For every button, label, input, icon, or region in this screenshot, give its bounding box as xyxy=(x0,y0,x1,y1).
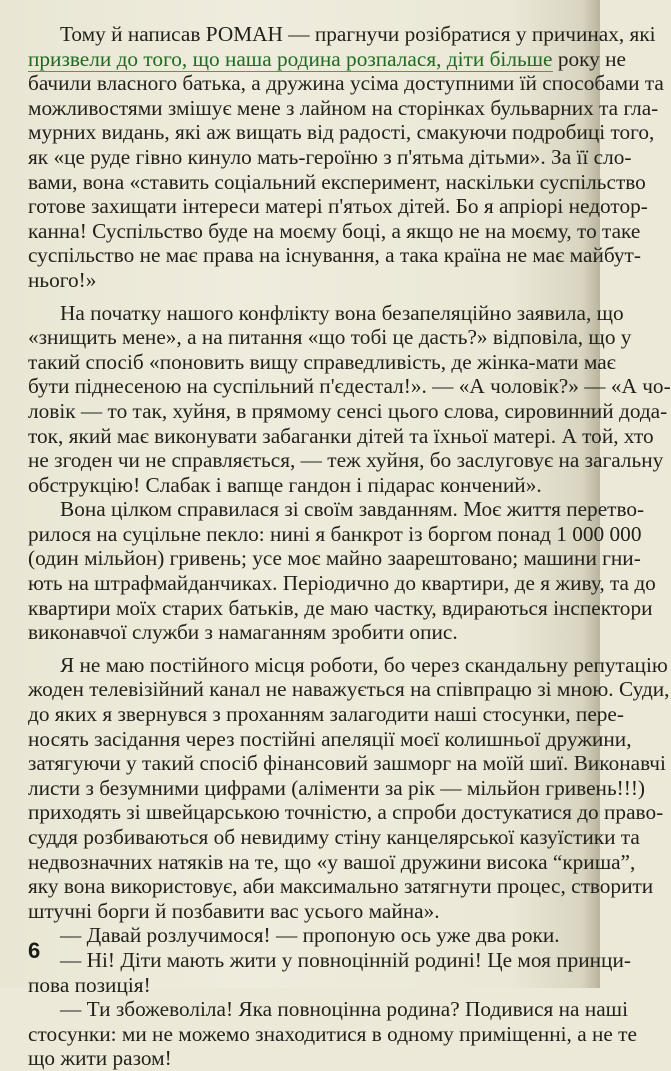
text-line: можливостями змішує мене з лайном на сторінках бульварних та гла- xyxy=(28,95,659,120)
text-line: Тому й написав РОМАН — прагнучи розібратися у причинах, які xyxy=(60,22,656,46)
text-line: затягуючи у такий спосіб фінансовий зашморг на моїй шиї. Виконавчі xyxy=(28,751,666,776)
text-line: ток, який має виконувати забаганки дітей та їхньої матері. А той, хто xyxy=(28,423,654,448)
highlighted-text: призвели до того, що наша родина розпалася, діти більше xyxy=(28,46,553,71)
text-line: готове захищати інтереси матері п'ятьох дітей. Бо я апріорі недотор- xyxy=(28,194,648,219)
text-line: «знищить мене», а на питання «що тобі це дасть?» відповіла, що у xyxy=(28,325,632,350)
text-line: листи з безумними цифрами (аліменти за рік — мільйон гривень!!!) xyxy=(28,775,646,800)
text-line: обструкцію! Слабак і вапще гандон і підарас кончений». xyxy=(28,472,542,497)
text-line: суспільство не має права на існування, а така країна не має майбут- xyxy=(28,243,641,268)
text-line: бути піднесеною на суспільний п'єдестал!». — «А чоловік?» — «А чо- xyxy=(28,374,671,399)
text-line: носять засідання через постійні апеляції моєї колишньої дружини, xyxy=(28,726,632,751)
text-line: — Давай розлучимося! — пропоную ось уже два роки. xyxy=(60,923,560,948)
text-line: Вона цілком справилася зі своїм завданням. Моє життя перетво- xyxy=(60,497,645,522)
text-line: не згоден чи не справляється, — теж хуйня, бо заслуговує на загальну xyxy=(28,448,664,473)
text-line: недвозначних натяків на те, що «у вашої дружини висока “криша”, xyxy=(28,849,636,874)
text-line: Я не маю постійного місця роботи, бо через скандальну репутацію xyxy=(60,652,668,677)
text-line: до яких я звернувся з проханням залагодити наші стосунки, пере- xyxy=(28,702,624,727)
text-line: рилося на суцільне пекло: нині я банкрот із боргом понад 1 000 000 xyxy=(28,521,642,546)
text-line: що жити разом! xyxy=(28,1046,172,1071)
text-line: мурних видань, які аж вищать від радості, смакуючи подробиці того, xyxy=(28,120,655,145)
page-number: 6 xyxy=(28,938,41,963)
text-line: ють на штрафмайданчиках. Періодично до квартири, де я живу, та до xyxy=(28,571,656,596)
text-line: виконавчої служби з намаганням зробити опис. xyxy=(28,620,458,645)
text-line: — Ні! Діти мають жити у повноцінній родині! Це моя принци- xyxy=(60,947,631,972)
text-line: приходять зі швейцарською точністю, а спроби достукатися до право- xyxy=(28,800,664,825)
text-line: На початку нашого конфлікту вона безапеляційно заявила, що xyxy=(60,300,624,325)
text-line: стосунки: ми не можемо знаходитися в одному приміщенні, а не те xyxy=(28,1021,637,1046)
text-line xyxy=(28,46,627,72)
text-line: квартири моїх старих батьків, де маю частку, вдираються інспектори xyxy=(28,595,653,620)
text-line: (один мільйон) гривень; усе моє майно заарештовано; машини гни- xyxy=(28,546,641,571)
text-line: канна! Суспільство буде на моєму боці, а якщо не на моєму, то таке xyxy=(28,218,641,243)
text-line: штучні борги й позбавити вас усього майна». xyxy=(28,898,440,923)
text-line: яку вона використовує, аби максимально затягнути процес, створити xyxy=(28,874,654,899)
text-span: року не xyxy=(552,46,627,71)
text-line: нього!» xyxy=(28,267,97,292)
text-line: — Ти збожеволіла! Яка повноцінна родина? Подивися на наші xyxy=(60,997,628,1022)
text-line: вами, вона «ставить соціальний експеримент, наскільки суспільство xyxy=(28,169,646,194)
body-text xyxy=(28,22,671,1071)
text-line: пова позиція! xyxy=(28,972,151,997)
text-line: такий спосіб «поновить вищу справедливість, де жінка-мати має xyxy=(28,349,616,374)
text-line: ловік — то так, хуйня, в прямому сенсі цього слова, сировинний додa- xyxy=(28,398,668,423)
text-line: жоден телевізійний канал не наважується на співпрацю зі мною. Суди, xyxy=(28,677,670,702)
text-line: бачили власного батька, а дружина усіма доступними їй способами та xyxy=(28,71,664,96)
text-line: суддя розбиваються об невидиму стіну канцелярської казуїстики та xyxy=(28,825,640,849)
text-line: як «це руде гівно кинуло мать-героїню з п'ятьма дітьми». За її сло- xyxy=(28,144,632,169)
